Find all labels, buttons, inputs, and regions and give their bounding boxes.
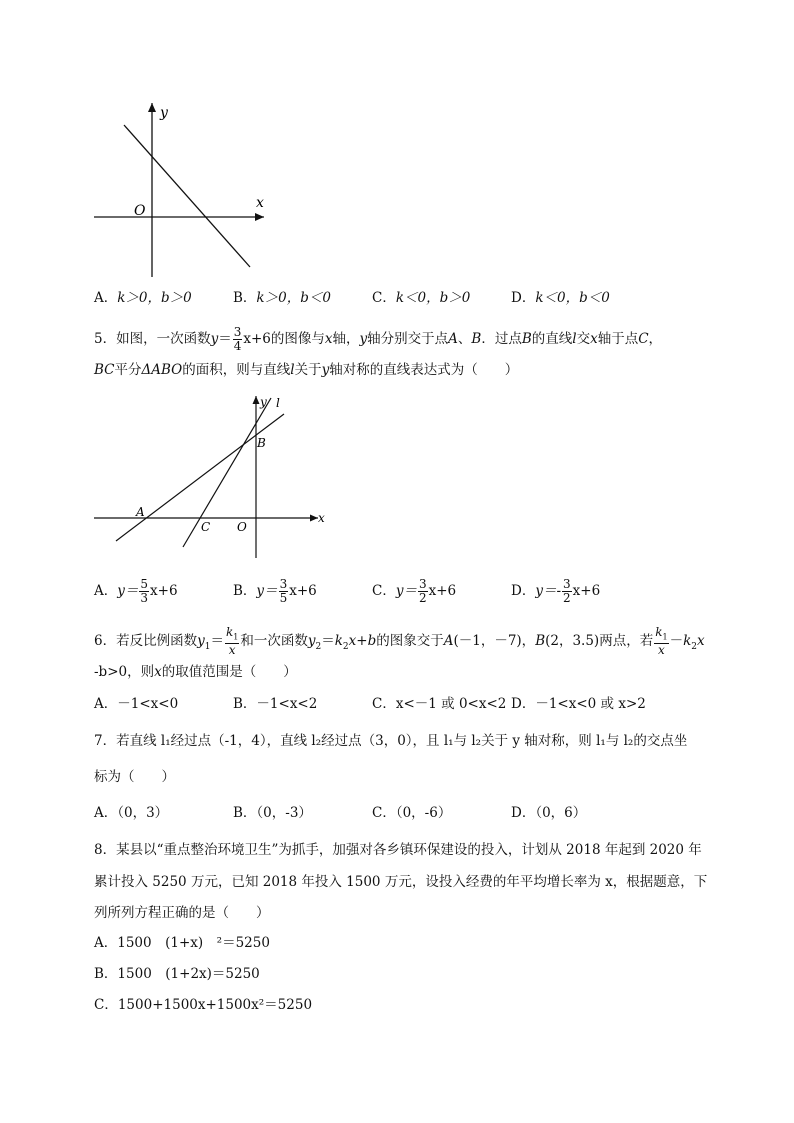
q8-option-b[interactable]: B．1500 (1+2x)＝5250 <box>94 966 260 982</box>
q7-option-a[interactable]: A．（0，3） <box>94 805 169 821</box>
q5-y-label: y <box>260 395 267 409</box>
q7-option-d[interactable]: D．（0，6） <box>511 805 587 821</box>
option-text: k＞0，b＜0 <box>256 290 331 306</box>
q5-option-a[interactable]: A．y＝ $\frac{5}{3}$ x+6 <box>94 577 178 605</box>
option-letter: D． <box>511 290 536 306</box>
q5-point-b: B <box>257 436 266 450</box>
q7-stem-line1: 7．若直线 l₁经过点（-1，4），直线 l₂经过点（3，0），且 l₁与 l₂关于 y 轴对称，则 l₁与 l₂的交点坐 <box>94 733 688 749</box>
q5-option-b[interactable]: B．y＝ $\frac{3}{5}$ x+6 <box>233 577 317 605</box>
q6-option-d[interactable]: D．－1<x<0 或 x>2 <box>511 696 646 712</box>
q5-stem-line2: BC平分ΔABO的面积，则与直线l关于y轴对称的直线表达式为（ ） <box>94 362 519 378</box>
q5-point-a: A <box>136 505 145 519</box>
q5-stem-line1: 5．如图，一次函数y＝ $\frac{3}{4}$ x+6的图像与x轴，y轴分别交于点A、B．过点B的直线l交x轴于点C， <box>94 325 663 353</box>
q4-graph <box>88 95 278 285</box>
q4-option-a[interactable] <box>94 289 192 307</box>
q4-option-c[interactable] <box>372 289 470 307</box>
q6-option-a[interactable]: A．－1<x<0 <box>94 696 179 712</box>
q5-option-c[interactable]: C．y＝ $\frac{3}{2}$ x+6 <box>372 577 457 605</box>
q8-option-c[interactable]: C．1500+1500x+1500x²＝5250 <box>94 997 313 1013</box>
q7-stem-line2: 标为（ ） <box>94 769 175 785</box>
q6-stem-line2: -b>0，则x的取值范围是（ ） <box>94 664 297 680</box>
option-text: k＜0，b＜0 <box>535 290 610 306</box>
q4-option-b[interactable] <box>233 289 331 307</box>
q5-graph <box>90 392 340 562</box>
q4-y-arrow <box>148 103 156 112</box>
q7-option-c[interactable]: C．（0，-6） <box>372 805 452 821</box>
q4-option-d[interactable] <box>511 289 610 307</box>
q5-x-label: x <box>318 511 325 525</box>
option-letter: C． <box>372 290 396 306</box>
q4-origin-label: O <box>134 203 146 219</box>
q5-point-c: C <box>201 520 211 534</box>
q4-y-label: y <box>160 105 168 121</box>
q8-stem-line1: 8．某县以“重点整治环境卫生”为抓手，加强对各乡镇环保建设的投入，计划从 2018 年起到 2020 年 <box>94 842 702 858</box>
q5-y-arrow <box>253 396 260 404</box>
option-text: k＜0，b＞0 <box>395 290 471 306</box>
q5-fraction: $\frac{3}{4}$ <box>233 325 242 353</box>
q5-line-l <box>183 398 271 547</box>
q5-line-ab <box>116 414 284 541</box>
q8-stem-line2: 累计投入 5250 万元，已知 2018 年投入 1500 万元，设投入经费的年平均增长率为 x，根据题意，下 <box>94 874 708 890</box>
q6-stem-line1: 6．若反比例函数$y_1=$ $\frac{k_1}{x}$和一次函数$y_2=k_2x+b$的图象交于A(－1，－7)，B(2，3.5)两点，若 $\frac{k_1}{x}-k_2x$ <box>94 625 705 658</box>
q5-origin-label: O <box>237 520 247 534</box>
option-letter: B． <box>233 290 257 306</box>
q4-function-line <box>124 125 250 267</box>
q5-option-d[interactable]: D．y＝- $\frac{3}{2}$ x+6 <box>511 577 601 605</box>
q6-option-b[interactable]: B．－1<x<2 <box>233 696 318 712</box>
q5-l-label: l <box>276 396 280 410</box>
q8-option-a[interactable]: A．1500 (1+x) ²＝5250 <box>94 935 270 951</box>
option-text: k＞0，b＞0 <box>117 290 192 306</box>
q4-x-label: x <box>256 195 264 211</box>
q7-option-b[interactable]: B．（0，-3） <box>233 805 312 821</box>
q8-stem-line3: 列所列方程正确的是（ ） <box>94 905 270 921</box>
q4-x-arrow <box>255 213 264 221</box>
option-letter: A． <box>94 290 118 306</box>
q5-x-arrow <box>310 515 318 522</box>
q6-option-c[interactable]: C．x<－1 或 0<x<2 <box>372 696 507 712</box>
